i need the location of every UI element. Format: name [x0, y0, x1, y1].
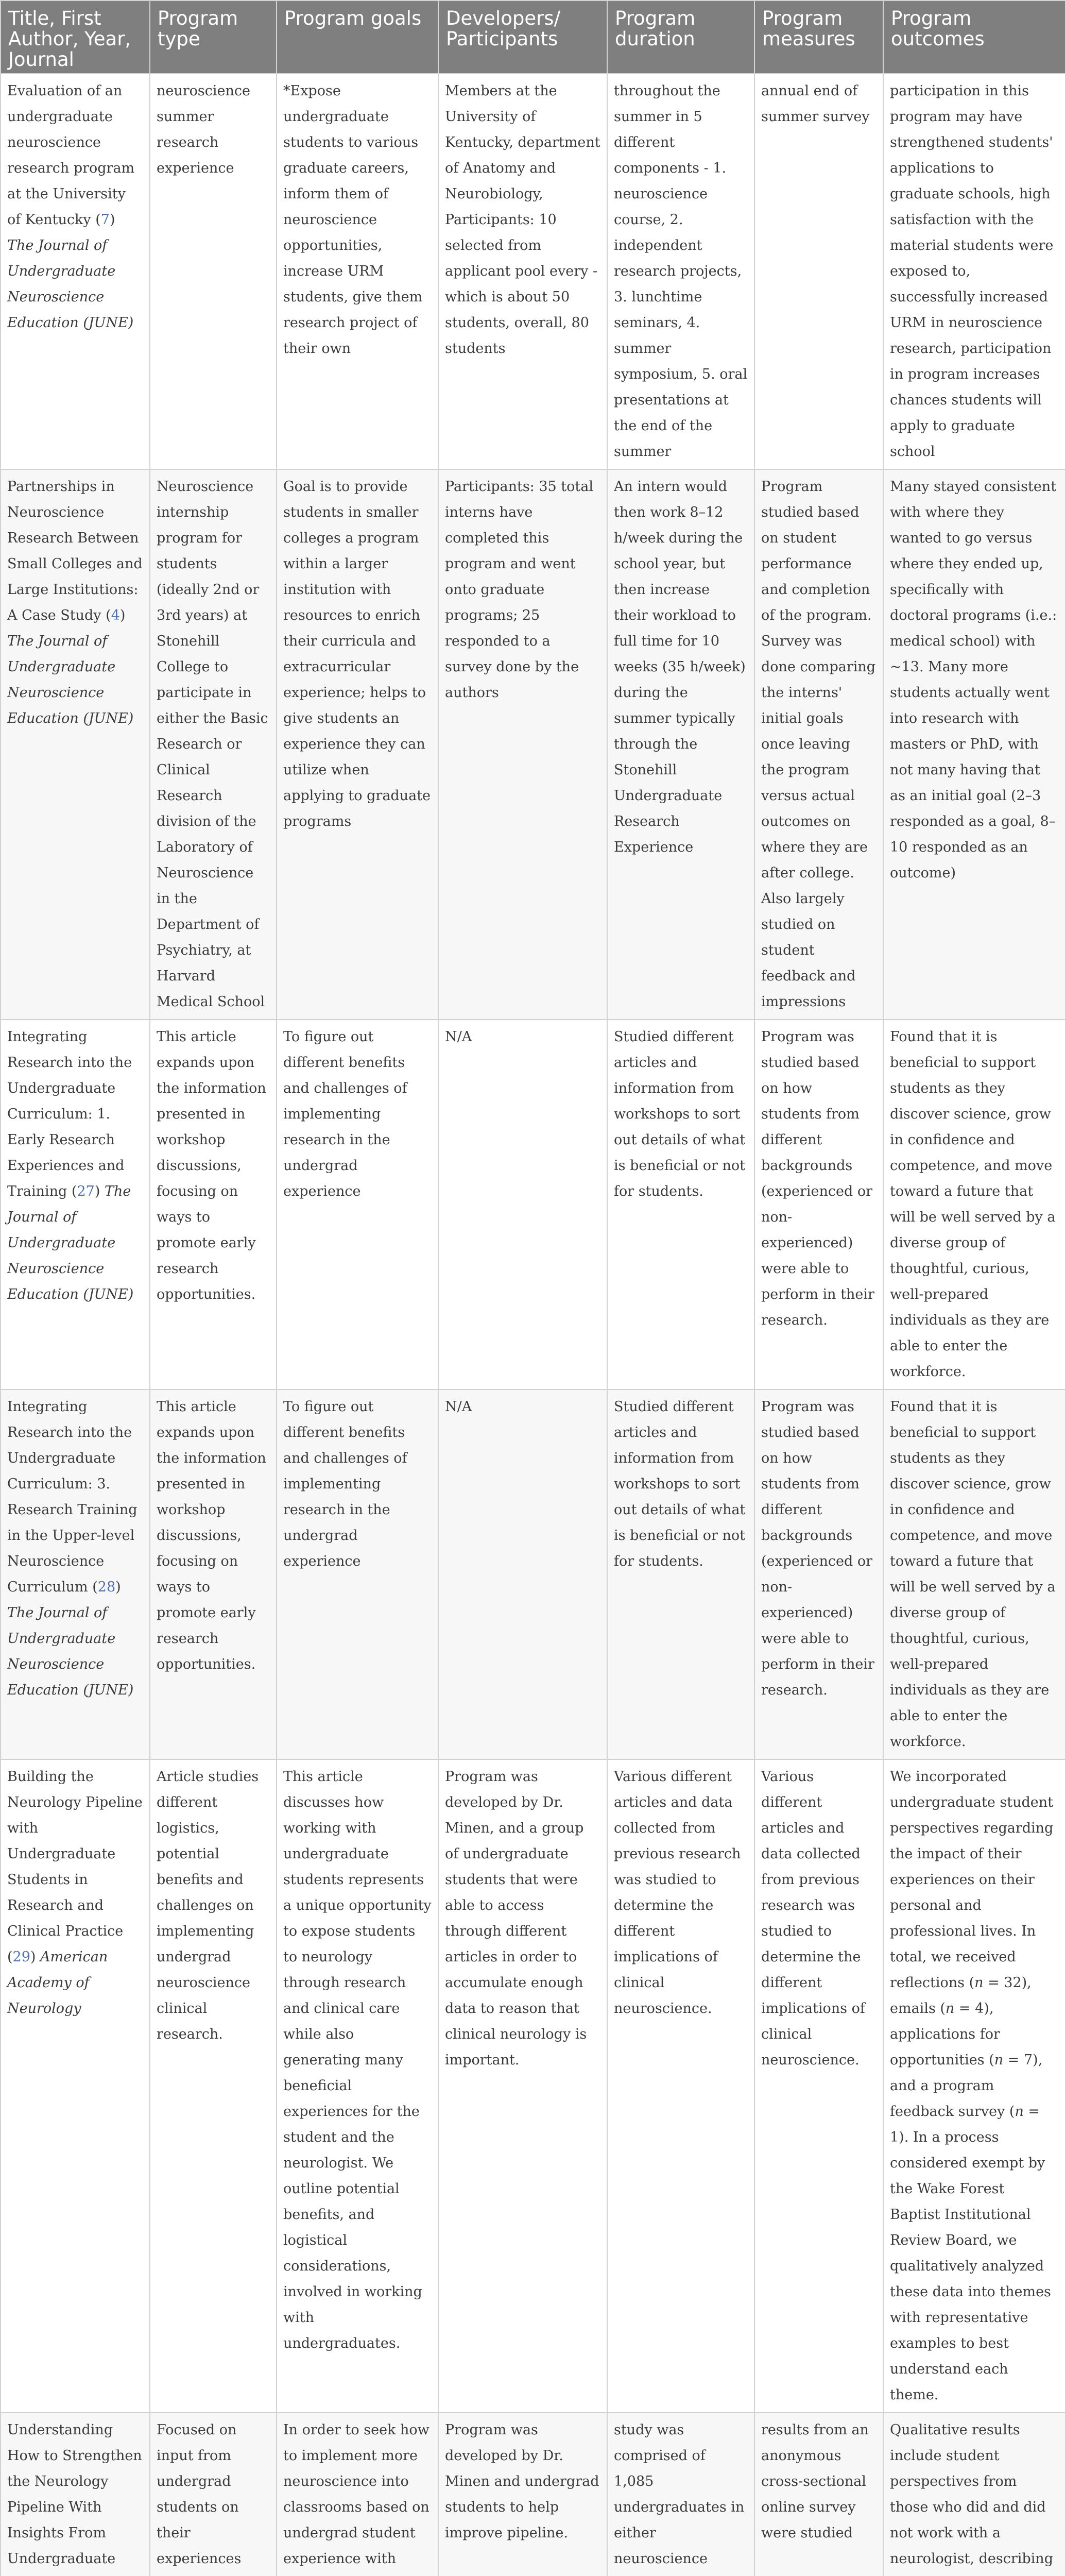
cell-title: Integrating Research into the Undergraduate Curriculum: 1. Early Research Experiences and Training (27) The Journal of Undergraduate Neuroscience Education (JUNE)	[1, 1020, 150, 1389]
journal-name: American Academy of Neurology	[7, 1949, 108, 2016]
outcomes-text: = 32), emails (	[890, 1975, 1032, 2016]
cell-developers: Program was developed by Dr. Minen and undergrad students to help improve pipeline.	[438, 2413, 607, 2576]
article-title: Understanding How to Strengthen the Neurology Pipeline With Insights From Undergraduate	[7, 2422, 142, 2567]
cell-program-measures: Program was studied based on how students from different backgrounds (experienced or non-experienced) were able to perform in their research.	[754, 1020, 883, 1389]
reference-link[interactable]: 7	[100, 212, 110, 228]
cell-program-type: This article expands upon the information presented in workshop discussions, focusing on ways to promote early research opportunities.	[150, 1389, 277, 1759]
cell-developers: Members at the University of Kentucky, department of Anatomy and Neurobiology, Participants: 10 selected from applicant pool every - which is about 50 students, overall, 80 students	[438, 74, 607, 469]
cell-program-measures: Program studied based on student performance and completion of the program. Survey was done comparing the interns' initial goals once leaving the program versus actual outcomes on where they are after college. Also largely studied on student feedback and impressions	[754, 469, 883, 1020]
journal-name: The Journal of Undergraduate Neuroscience Education (JUNE)	[7, 633, 134, 726]
article-title: Building the Neurology Pipeline with Undergraduate Students in Research and Clinical Practice	[7, 1769, 143, 1939]
cell-developers: Program was developed by Dr. Minen, and a group of undergraduate students that were able to access through different articles in order to accumulate enough data to reason that clinical neurology is important.	[438, 1759, 607, 2413]
header-row	[1, 1, 1065, 74]
cell-program-goals: This article discusses how working with undergraduate students represents a unique opportunity to expose students to neurology through research and clinical care while also generating many beneficial experiences for the student and the neurologist. We outline potential benefits, and logistical considerations, involved in working with undergraduates.	[277, 1759, 438, 2413]
cell-program-measures: annual end of summer survey	[754, 74, 883, 469]
cell-program-duration: Studied different articles and information from workshops to sort out details of what is beneficial or not for students.	[607, 1389, 754, 1759]
cell-developers: N/A	[438, 1020, 607, 1389]
table-header	[1, 1, 1065, 74]
cell-title: Building the Neurology Pipeline with Undergraduate Students in Research and Clinical Practice (29) American Academy of Neurology	[1, 1759, 150, 2413]
table-row	[1, 74, 1065, 469]
outcomes-text: = 4), applications for opportunities (	[890, 2001, 1000, 2068]
cell-program-duration: Studied different articles and information from workshops to sort out details of what is beneficial or not for students.	[607, 1020, 754, 1389]
reference-link[interactable]: 27	[77, 1183, 95, 1199]
article-title: Partnerships in Neuroscience Research Between Small Colleges and Large Institutions: A Case Study	[7, 479, 143, 623]
cell-program-outcomes: participation in this program may have strengthened students' applications to graduate schools, high satisfaction with the material students were exposed to, successfully increased URM in neuroscience research, participation in program increases chances students will apply to graduate school	[883, 74, 1065, 469]
header-program-measures: Program measures	[754, 1, 883, 74]
cell-title: Integrating Research into the Undergraduate Curriculum: 3. Research Training in the Upper-level Neuroscience Curriculum (28) The Journal of Undergraduate Neuroscience Education (JUNE)	[1, 1389, 150, 1759]
cell-program-measures: Program was studied based on how students from different backgrounds (experienced or non-experienced) were able to perform in their research.	[754, 1389, 883, 1759]
table-row	[1, 1020, 1065, 1389]
header-program-duration: Program duration	[607, 1, 754, 74]
cell-developers: N/A	[438, 1389, 607, 1759]
journal-name: The Journal of Undergraduate Neuroscience Education (JUNE)	[7, 1605, 134, 1698]
sample-size-symbol: n	[945, 2001, 955, 2016]
outcomes-text: = 1). In a process considered exempt by the Wake Forest Baptist Institutional Review Board, we qualitatively analyzed these data into themes with representative examples to best understand each theme.	[890, 2104, 1051, 2403]
cell-program-duration: An intern would then work 8–12 h/week during the school year, but then increase their workload to full time for 10 weeks (35 h/week) during the summer typically through the Stonehill Undergraduate Research Experience	[607, 469, 754, 1020]
header-title: Title, First Author, Year, Journal	[1, 1, 150, 74]
cell-program-measures: Various different articles and data collected from previous research was studied to determine the different implications of clinical neuroscience.	[754, 1759, 883, 2413]
journal-name: The Journal of Undergraduate Neuroscience Education (JUNE)	[7, 238, 134, 331]
cell-program-type: This article expands upon the information presented in workshop discussions, focusing on ways to promote early research opportunities.	[150, 1020, 277, 1389]
cell-program-outcomes	[883, 1759, 1065, 2413]
reference-link[interactable]: 4	[111, 607, 120, 623]
cell-title: Evaluation of an undergraduate neuroscience research program at the University of Kentucky (7) The Journal of Undergraduate Neuroscience Education (JUNE)	[1, 74, 150, 469]
cell-program-type: Neuroscience internship program for students (ideally 2nd or 3rd years) at Stonehill College to participate in either the Basic Research or Clinical Research division of the Laboratory of Neuroscience in the Department of Psychiatry, at Harvard Medical School	[150, 469, 277, 1020]
table-row	[1, 2413, 1065, 2576]
cell-program-goals: To figure out different benefits and challenges of implementing research in the undergrad experience	[277, 1389, 438, 1759]
cell-program-outcomes: Found that it is beneficial to support students as they discover science, grow in confidence and competence, and move toward a future that will be well served by a diverse group of thoughtful, curious, well-prepared individuals as they are able to enter the workforce.	[883, 1020, 1065, 1389]
reference-link[interactable]: 28	[97, 1579, 116, 1595]
header-program-type: Program type	[150, 1, 277, 74]
cell-program-measures: results from an anonymous cross-sectional online survey were studied	[754, 2413, 883, 2576]
cell-program-outcomes: Qualitative results include student perspectives from those who did and did not work with a neurologist, describing	[883, 2413, 1065, 2576]
cell-program-duration: study was comprised of 1,085 undergraduates in either neuroscience	[607, 2413, 754, 2576]
table-body	[1, 74, 1065, 2576]
outcomes-text: We incorporated undergraduate student perspectives regarding the impact of their experiences on their personal and professional lives. In total, we received reflections (	[890, 1769, 1054, 1991]
outcomes-text: = 7), and a program feedback survey (	[890, 2052, 1043, 2120]
article-title: Integrating Research into the Undergraduate Curriculum: 3. Research Training in the Upper-level Neuroscience Curriculum	[7, 1399, 138, 1595]
cell-program-type: Focused on input from undergrad students on their experiences	[150, 2413, 277, 2576]
cell-developers: Participants: 35 total interns have completed this program and went onto graduate programs; 25 responded to a survey done by the authors	[438, 469, 607, 1020]
table-row	[1, 1389, 1065, 1759]
cell-program-goals: To figure out different benefits and challenges of implementing research in the undergrad experience	[277, 1020, 438, 1389]
cell-program-type: Article studies different logistics, potential benefits and challenges on implementing undergrad neuroscience clinical research.	[150, 1759, 277, 2413]
header-program-goals: Program goals	[277, 1, 438, 74]
cell-program-goals: In order to seek how to implement more neuroscience into classrooms based on undergrad student experience with	[277, 2413, 438, 2576]
journal-name: The Journal of Undergraduate Neuroscience Education (JUNE)	[7, 1183, 134, 1302]
cell-title: Partnerships in Neuroscience Research Between Small Colleges and Large Institutions: A Case Study (4) The Journal of Undergraduate Neuroscience Education (JUNE)	[1, 469, 150, 1020]
cell-program-goals: Goal is to provide students in smaller colleges a program within a larger institution with resources to enrich their curricula and extracurricular experience; helps to give students an experience they can utilize when applying to graduate programs	[277, 469, 438, 1020]
cell-program-duration: throughout the summer in 5 different components - 1. neuroscience course, 2. independent research projects, 3. lunchtime seminars, 4. summer symposium, 5. oral presentations at the end of the summer	[607, 74, 754, 469]
table-row	[1, 1759, 1065, 2413]
sample-size-symbol: n	[1015, 2104, 1024, 2120]
cell-program-outcomes: Many stayed consistent with where they wanted to go versus where they ended up, specifically with doctoral programs (i.e.: medical school) with ~13. Many more students actually went into research with masters or PhD, with not many having that as an initial goal (2–3 responded as a goal, 8–10 responded as an outcome)	[883, 469, 1065, 1020]
reference-link[interactable]: 29	[12, 1949, 30, 1965]
sample-size-symbol: n	[994, 2052, 1004, 2068]
cell-program-outcomes: Found that it is beneficial to support students as they discover science, grow in confidence and competence, and move toward a future that will be well served by a diverse group of thoughtful, curious, well-prepared individuals as they are able to enter the workforce.	[883, 1389, 1065, 1759]
cell-program-goals: *Expose undergraduate students to various graduate careers, inform them of neuroscience opportunities, increase URM students, give them research project of their own	[277, 74, 438, 469]
sample-size-symbol: n	[974, 1975, 984, 1991]
cell-program-type: neuroscience summer research experience	[150, 74, 277, 469]
header-developers: Developers/ Participants	[438, 1, 607, 74]
article-title: Evaluation of an undergraduate neuroscience research program at the University of Kentucky	[7, 83, 135, 228]
header-program-outcomes: Program outcomes	[883, 1, 1065, 74]
cell-title	[1, 2413, 150, 2576]
cell-program-duration: Various different articles and data collected from previous research was studied to determine the different implications of clinical neuroscience.	[607, 1759, 754, 2413]
article-title: Integrating Research into the Undergraduate Curriculum: 1. Early Research Experiences and Training	[7, 1029, 132, 1199]
table-row	[1, 469, 1065, 1020]
